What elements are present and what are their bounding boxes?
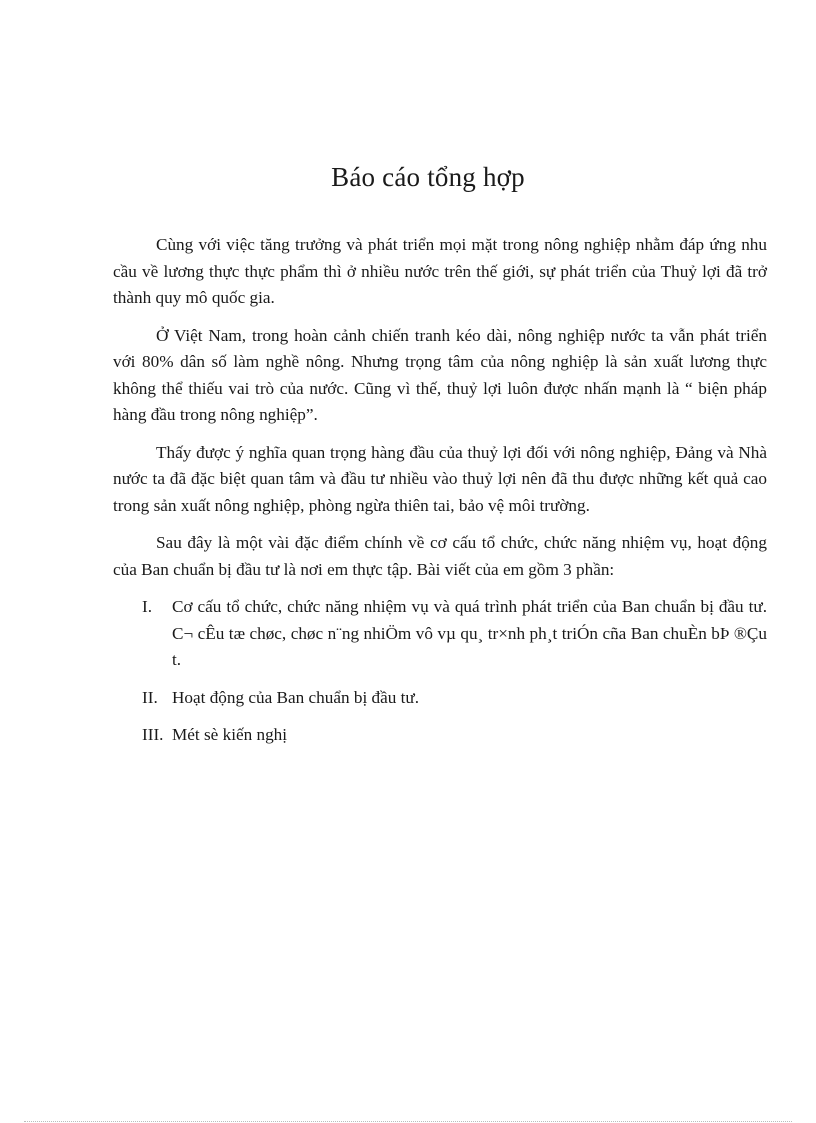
list-item-text: Cơ cấu tổ chức, chức năng nhiệm vụ và quá trình phát triển của Ban chuẩn bị đầu tư. C¬ cÊu tæ chøc, chøc n¨ng nhiÖm vô vµ qu¸ tr×nh ph¸t triÓn cña Ban chuÈn bÞ ®Çu t.	[172, 597, 767, 669]
section-list	[113, 594, 767, 749]
list-item-text: Hoạt động của Ban chuẩn bị đầu tư.	[172, 687, 420, 707]
list-item	[113, 722, 767, 749]
list-item-number: I.	[142, 597, 153, 616]
list-item-text: Mét sè kiến nghị	[172, 725, 288, 744]
list-item-number: II.	[142, 687, 158, 707]
document-body	[113, 232, 767, 760]
paragraph-1: Cùng với việc tăng trưởng và phát triển mọi mặt trong nông nghiệp nhằm đáp ứng nhu cầu về lương thực thực phẩm thì ở nhiều nước trên thế giới, sự phát triển của Thuỷ lợi đã trở thành quy mô quốc gia.	[113, 235, 767, 307]
page-bottom-border	[24, 1121, 792, 1122]
paragraph-2: Ở Việt Nam, trong hoàn cảnh chiến tranh kéo dài, nông nghiệp nước ta vẫn phát triển với 80% dân số làm nghề nông. Nhưng trọng tâm của nông nghiệp là sản xuất lương thực không thể thiếu vai trò của nước. Cũng vì thế, thuỷ lợi luôn được nhấn mạnh là “ biện pháp hàng đầu trong nông nghiệp”.	[113, 325, 767, 424]
list-item-number: III.	[142, 725, 164, 744]
page-title: Báo cáo tổng hợp	[331, 162, 525, 192]
list-item	[113, 685, 767, 712]
paragraph-3: Thấy được ý nghĩa quan trọng hàng đầu của thuỷ lợi đối với nông nghiệp, Đảng và Nhà nước ta đã đặc biệt quan tâm và đầu tư nhiều vào thuỷ lợi nên đã thu được những kết quả cao trong sản xuất nông nghiệp, phòng ngừa thiên tai, bảo vệ môi trường.	[113, 442, 767, 515]
list-item	[113, 594, 767, 674]
paragraph-4: Sau đây là một vài đặc điểm chính về cơ cấu tổ chức, chức năng nhiệm vụ, hoạt động của Ban chuẩn bị đầu tư là nơi em thực tập. Bài viết của em gồm 3 phần:	[113, 533, 767, 579]
